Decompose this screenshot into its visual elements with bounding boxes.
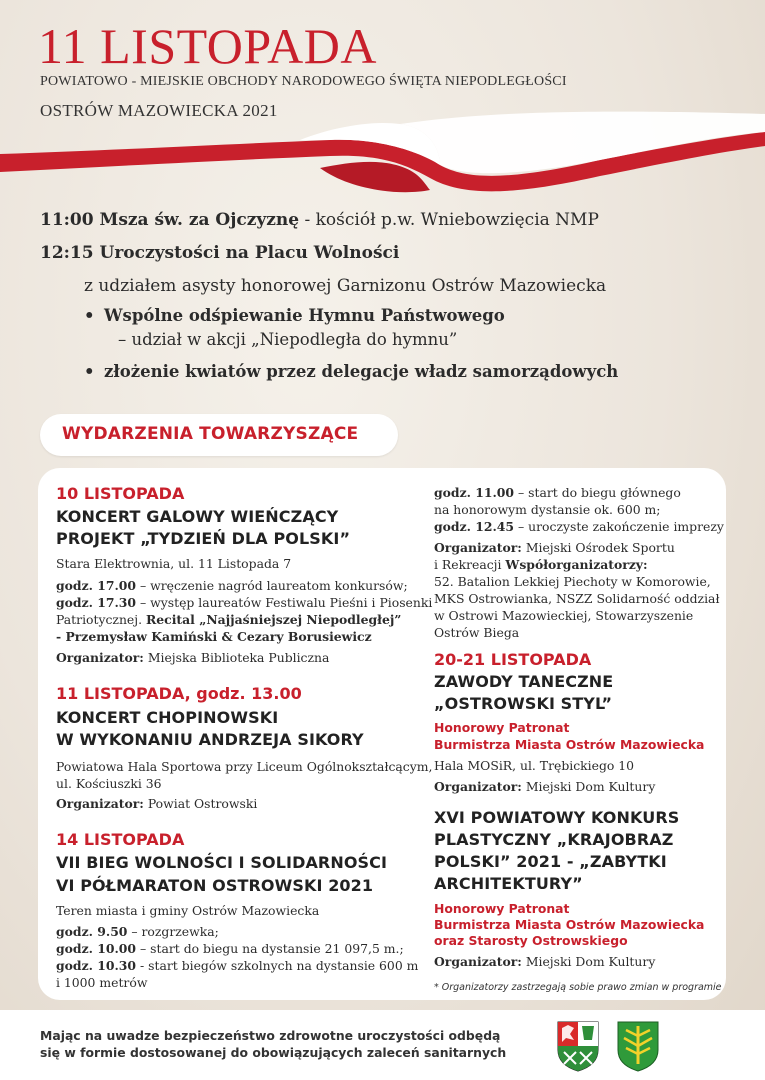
city-coat-of-arms-icon (616, 1020, 660, 1072)
event-title: ARCHITEKTURY” (434, 874, 583, 893)
event-title: VII BIEG WOLNOŚCI I SOLIDARNOŚCI (56, 853, 388, 872)
schedule-ceremony (40, 243, 399, 263)
event-title: PROJEKT „TYDZIEŃ DLA POLSKI” (56, 529, 351, 548)
patronage: Burmistrza Miasta Ostrów Mazowiecka (434, 917, 705, 932)
event-title: XVI POWIATOWY KONKURS (434, 808, 680, 827)
event-coorganizers: 52. Batalion Lekkiej Piechoty w Komorowie, (434, 574, 711, 589)
event-date: 11 LISTOPADA, godz. 13.00 (56, 684, 302, 703)
event-line: godz. 17.30 – występ laureatów Festiwalu Pieśni i Piosenki (56, 595, 433, 610)
event-organizer: Organizator: Miejski Dom Kultury (434, 954, 656, 969)
event-title: PLASTYCZNY „KRAJOBRAZ (434, 830, 674, 849)
event-line: godz. 10.00 – start do biegu na dystansie 21 097,5 m.; (56, 941, 404, 956)
events-heading (40, 414, 398, 456)
schedule-mass (40, 210, 599, 230)
patronage: Honorowy Patronat (434, 901, 570, 916)
event-organizer: Organizator: Powiat Ostrowski (56, 796, 258, 811)
mass-place: - kościół p.w. Wniebowzięcia NMP (299, 210, 599, 230)
event-title: KONCERT CHOPINOWSKI (56, 708, 279, 727)
event-line: godz. 11.00 – start do biegu głównego (434, 485, 681, 500)
patronage: Burmistrza Miasta Ostrów Mazowiecka (434, 737, 705, 752)
event-place: Stara Elektrownia, ul. 11 Listopada 7 (56, 556, 292, 571)
event-line: i 1000 metrów (56, 975, 148, 990)
event-date: 10 LISTOPADA (56, 484, 185, 503)
footer-line: Mając na uwadze bezpieczeństwo zdrowotne uroczystości odbędą (40, 1028, 501, 1043)
event-line: godz. 9.50 – rozgrzewka; (56, 924, 219, 939)
event-title: POLSKI” 2021 - „ZABYTKI (434, 852, 667, 871)
page-title: 11 LISTOPADA (38, 18, 377, 74)
page-subtitle: POWIATOWO - MIEJSKIE OBCHODY NARODOWEGO ŚWIĘTA NIEPODLEGŁOŚCI (40, 74, 567, 89)
event-line: godz. 17.00 – wręczenie nagród laureatom konkursów; (56, 578, 408, 593)
ceremony-time: 12:15 Uroczystości na Placu Wolności (40, 243, 400, 263)
event-place: Hala MOSiR, ul. Trębickiego 10 (434, 758, 635, 773)
event-date: 14 LISTOPADA (56, 830, 185, 849)
event-organizer: Organizator: Miejski Dom Kultury (434, 779, 656, 794)
event-place: ul. Kościuszki 36 (56, 776, 162, 791)
mass-time: 11:00 Msza św. za Ojczyznę (40, 210, 300, 230)
event-coorganizers: MKS Ostrowianka, NSZZ Solidarność oddział (434, 591, 720, 606)
event-title: ZAWODY TANECZNE (434, 672, 614, 691)
bullet-anthem: • Wspólne odśpiewanie Hymnu Państwowego (104, 306, 505, 325)
event-line: godz. 12.45 – uroczyste zakończenie imprezy (434, 519, 724, 534)
event-line: na honorowym dystansie ok. 600 m; (434, 502, 661, 517)
footer-line: się w formie dostosowanej do obowiązujących zaleceń sanitarnych (40, 1045, 507, 1060)
event-organizer: Organizator: Miejska Biblioteka Publiczna (56, 650, 330, 665)
event-coorganizers: w Ostrowi Mazowieckiej, Stowarzyszenie (434, 608, 694, 623)
event-date: 20-21 LISTOPADA (434, 650, 592, 669)
patronage: oraz Starosty Ostrowskiego (434, 933, 628, 948)
event-coorganizers: Ostrów Biega (434, 625, 520, 640)
event-line: godz. 10.30 - start biegów szkolnych na dystansie 600 m (56, 958, 419, 973)
ceremony-note: z udziałem asysty honorowej Garnizonu Ostrów Mazowiecka (84, 276, 607, 296)
patronage: Honorowy Patronat (434, 720, 570, 735)
event-organizer: Organizator: Miejski Ośrodek Sportu (434, 540, 675, 555)
program-note: * Organizatorzy zastrzegają sobie prawo zmian w programie (434, 982, 722, 993)
event-place: Teren miasta i gminy Ostrów Mazowiecka (56, 903, 320, 918)
event-title: VI PÓŁMARATON OSTROWSKI 2021 (56, 876, 374, 895)
event-title: „OSTROWSKI STYL” (434, 694, 613, 713)
bullet-flowers: • złożenie kwiatów przez delegacje władz samorządowych (104, 362, 618, 381)
event-place: Powiatowa Hala Sportowa przy Liceum Ogólnokształcącym, (56, 759, 433, 774)
event-title: W WYKONANIU ANDRZEJA SIKORY (56, 730, 364, 749)
event-line: - Przemysław Kamiński & Cezary Borusiewicz (56, 629, 372, 644)
event-organizer: i Rekreacji Współorganizatorzy: (434, 557, 648, 572)
anthem-note: – udział w akcji „Niepodległa do hymnu” (118, 330, 458, 349)
event-line: Patriotycznej. Recital „Najjaśniejszej Niepodległej” (56, 612, 402, 627)
events-heading-label: WYDARZENIA TOWARZYSZĄCE (62, 424, 359, 444)
flag-ribbon-icon (0, 110, 765, 200)
county-coat-of-arms-icon (556, 1020, 600, 1072)
event-title: KONCERT GALOWY WIEŃCZĄCY (56, 507, 339, 526)
city-year: OSTRÓW MAZOWIECKA 2021 (40, 101, 278, 120)
